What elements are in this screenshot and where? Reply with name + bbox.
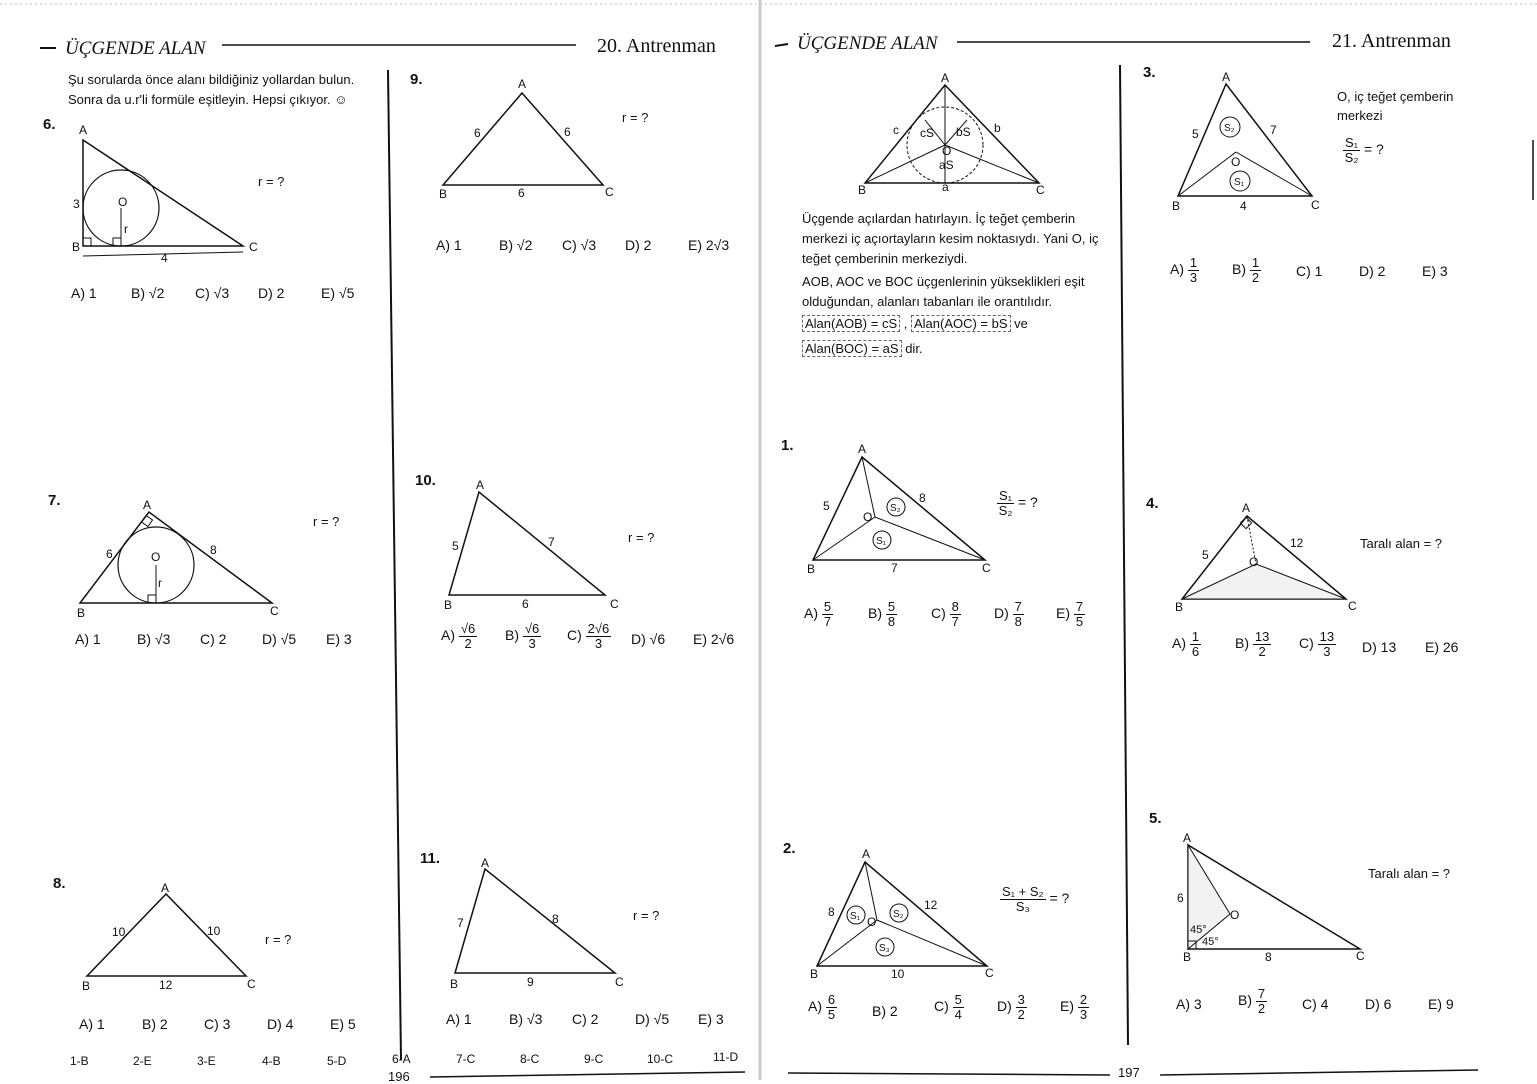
left-page-header: ÜÇGENDE ALAN bbox=[65, 38, 206, 59]
q9-diagram bbox=[435, 75, 675, 205]
rq1-option-d[interactable]: D) $\frac{7}{8}$ bbox=[994, 599, 1022, 629]
rq2-region-S2: S₂ bbox=[893, 909, 904, 920]
q6-label-A: A bbox=[79, 123, 88, 137]
rq3-label-C: C bbox=[1311, 198, 1320, 212]
left-intro-line1: Şu sorularda önce alanı bildiğiniz yollardan bulun. bbox=[68, 72, 355, 87]
q6-option-c[interactable]: C) √3 bbox=[195, 285, 230, 301]
q6-label-C: C bbox=[249, 240, 258, 254]
rq4-label-O: O bbox=[1249, 555, 1259, 569]
q8-side-10a: 10 bbox=[112, 925, 126, 939]
rq4-label-B: B bbox=[1175, 600, 1184, 614]
rq1-region-S2: S₂ bbox=[890, 503, 901, 514]
q6-label-B: B bbox=[72, 240, 81, 254]
q11-prompt: r = ? bbox=[633, 908, 660, 923]
q10-option-b[interactable]: B) $\frac{√6}{3}$ bbox=[505, 621, 540, 651]
q9-option-b[interactable]: B) √2 bbox=[499, 237, 533, 253]
rq5-angle-2: 45° bbox=[1202, 936, 1219, 948]
q7-label-C: C bbox=[270, 604, 279, 618]
rq2-side-12: 12 bbox=[924, 898, 938, 912]
q11-option-c[interactable]: C) 2 bbox=[572, 1011, 599, 1027]
rq5-label-O: O bbox=[1230, 908, 1240, 922]
intro-label-bS: bS bbox=[956, 125, 971, 139]
rq3-label-O: O bbox=[1231, 155, 1241, 169]
q9-option-e[interactable]: E) 2√3 bbox=[688, 237, 730, 253]
rq4-option-d[interactable]: D) 13 bbox=[1362, 639, 1397, 655]
rq3-option-b[interactable]: B) $\frac{1}{2}$ bbox=[1232, 255, 1260, 285]
q10-option-c[interactable]: C) $\frac{2√6}{3}$ bbox=[567, 621, 610, 651]
rq2-option-a[interactable]: A) $\frac{6}{5}$ bbox=[808, 992, 836, 1022]
rq1-number: 1. bbox=[781, 437, 794, 454]
q7-label-r: r bbox=[158, 576, 162, 590]
rq1-side-7: 7 bbox=[891, 561, 898, 575]
left-intro-line2: Sonra da u.r'li formüle eşitleyin. Hepsi çıkıyor. ☺ bbox=[68, 92, 348, 107]
intro-formula-row2: Alan(BOC) = aS dir. bbox=[802, 341, 923, 356]
q7-side-8: 8 bbox=[210, 543, 217, 557]
q6-option-a[interactable]: A) 1 bbox=[71, 285, 97, 301]
q9-label-A: A bbox=[518, 77, 527, 91]
q8-option-b[interactable]: B) 2 bbox=[142, 1016, 168, 1032]
q8-diagram bbox=[75, 880, 335, 1000]
q8-label-B: B bbox=[82, 979, 91, 993]
q8-option-e[interactable]: E) 5 bbox=[330, 1016, 356, 1032]
rq1-label-O: O bbox=[863, 510, 873, 524]
q6-prompt: r = ? bbox=[258, 174, 285, 189]
q10-option-e[interactable]: E) 2√6 bbox=[693, 631, 735, 647]
rq3-side-5: 5 bbox=[1192, 127, 1199, 141]
q9-prompt: r = ? bbox=[622, 110, 649, 125]
q8-side-10b: 10 bbox=[207, 924, 221, 938]
rq1-region-S1: S₁ bbox=[876, 536, 887, 547]
rq4-prompt: Taralı alan = ? bbox=[1360, 536, 1443, 551]
q9-label-C: C bbox=[605, 185, 614, 199]
q10-option-a[interactable]: A) $\frac{√6}{2}$ bbox=[441, 621, 476, 651]
q11-label-C: C bbox=[615, 975, 624, 989]
answer-key-9: 9-C bbox=[584, 1052, 604, 1066]
q7-option-d[interactable]: D) √5 bbox=[262, 631, 297, 647]
rq2-option-e[interactable]: E) $\frac{2}{3}$ bbox=[1060, 992, 1088, 1022]
q10-prompt: r = ? bbox=[628, 530, 655, 545]
rq2-number: 2. bbox=[783, 840, 796, 857]
q10-label-C: C bbox=[610, 597, 619, 611]
rq3-prompt-line2: merkezi bbox=[1337, 108, 1383, 123]
q7-label-B: B bbox=[77, 606, 86, 620]
rq1-side-5: 5 bbox=[823, 499, 830, 513]
left-page-number: 196 bbox=[388, 1069, 410, 1084]
rq5-number: 5. bbox=[1149, 810, 1162, 827]
rq2-side-8: 8 bbox=[828, 905, 835, 919]
intro-label-B: B bbox=[858, 183, 867, 197]
intro-label-O: O bbox=[942, 144, 952, 158]
q6-side-3: 3 bbox=[73, 197, 80, 211]
q6-side-4: 4 bbox=[161, 251, 168, 265]
rq5-label-B: B bbox=[1183, 950, 1192, 964]
rq5-side-8: 8 bbox=[1265, 950, 1272, 964]
q6-number: 6. bbox=[43, 116, 56, 133]
rq3-number: 3. bbox=[1143, 64, 1156, 81]
right-antrenman-title: 21. Antrenman bbox=[1332, 30, 1451, 52]
q8-number: 8. bbox=[53, 875, 66, 892]
left-antrenman-title: 20. Antrenman bbox=[597, 35, 716, 57]
answer-key-8: 8-C bbox=[520, 1052, 540, 1066]
q8-option-d[interactable]: D) 4 bbox=[267, 1016, 294, 1032]
rq2-label-O: O bbox=[867, 915, 877, 929]
answer-key-5: 5-D bbox=[327, 1054, 347, 1068]
answer-key-10: 10-C bbox=[647, 1052, 674, 1066]
q11-side-8: 8 bbox=[552, 912, 559, 926]
q6-option-d[interactable]: D) 2 bbox=[258, 285, 285, 301]
rq1-label-B: B bbox=[807, 562, 816, 576]
q9-side-6a: 6 bbox=[474, 126, 481, 140]
q10-diagram bbox=[440, 480, 660, 620]
rq2-prompt: $\frac{\text{S₁ + S₂}}{\text{S₃}}$ = ? bbox=[1002, 884, 1070, 914]
rq1-side-8: 8 bbox=[919, 491, 926, 505]
q9-option-d[interactable]: D) 2 bbox=[625, 237, 652, 253]
rq4-option-b[interactable]: B) $\frac{13}{2}$ bbox=[1235, 629, 1270, 659]
q11-side-7: 7 bbox=[457, 916, 464, 930]
rq3-prompt-ratio: $\frac{\text{S₁}}{\text{S₂}}$ = ? bbox=[1344, 135, 1384, 165]
q10-label-A: A bbox=[476, 478, 485, 492]
q10-label-B: B bbox=[444, 598, 453, 612]
rq1-option-c[interactable]: C) $\frac{8}{7}$ bbox=[931, 599, 959, 629]
intro-p1-line3: teğet çemberinin merkeziydi. bbox=[802, 251, 968, 266]
q6-label-O: O bbox=[118, 195, 128, 209]
answer-key-4: 4-B bbox=[262, 1054, 281, 1068]
q7-prompt: r = ? bbox=[313, 514, 340, 529]
rq2-label-C: C bbox=[985, 966, 994, 980]
answer-key-1: 1-B bbox=[70, 1054, 89, 1068]
rq4-option-c[interactable]: C) $\frac{13}{3}$ bbox=[1299, 629, 1335, 659]
q11-side-9: 9 bbox=[527, 975, 534, 989]
rq3-prompt-line1: O, iç teğet çemberin bbox=[1337, 89, 1454, 104]
q7-option-a[interactable]: A) 1 bbox=[75, 631, 101, 647]
q9-option-a[interactable]: A) 1 bbox=[436, 237, 462, 253]
intro-p2-line2: olduğundan, alanları tabanları ile orantılıdır. bbox=[802, 294, 1053, 309]
rq5-label-C: C bbox=[1356, 949, 1365, 963]
rq4-diagram bbox=[1170, 500, 1370, 620]
rq4-side-12: 12 bbox=[1290, 536, 1304, 550]
rq4-label-C: C bbox=[1348, 599, 1357, 613]
q7-option-e[interactable]: E) 3 bbox=[326, 631, 352, 647]
rq5-angle-1: 45° bbox=[1190, 924, 1207, 936]
rq1-option-b[interactable]: B) $\frac{5}{8}$ bbox=[868, 599, 896, 629]
rq5-option-c[interactable]: C) 4 bbox=[1302, 996, 1329, 1012]
rq5-diagram bbox=[1175, 832, 1375, 967]
q9-number: 9. bbox=[410, 71, 423, 88]
rq2-option-c[interactable]: C) $\frac{5}{4}$ bbox=[934, 992, 962, 1022]
q10-number: 10. bbox=[415, 472, 436, 489]
answer-key-11: 11-D bbox=[713, 1050, 739, 1064]
intro-label-a: a bbox=[942, 180, 949, 194]
q8-label-C: C bbox=[247, 977, 256, 991]
rq2-option-b[interactable]: B) 2 bbox=[872, 1003, 898, 1019]
q8-option-a[interactable]: A) 1 bbox=[79, 1016, 105, 1032]
rq3-diagram bbox=[1168, 70, 1348, 215]
rq3-region-S1: S₁ bbox=[1234, 177, 1245, 188]
q9-label-B: B bbox=[439, 187, 448, 201]
answer-key-7: 7-C bbox=[456, 1052, 476, 1066]
intro-label-cS: cS bbox=[920, 126, 935, 140]
rq4-side-5: 5 bbox=[1202, 548, 1209, 562]
rq1-option-a[interactable]: A) $\frac{5}{7}$ bbox=[804, 599, 832, 629]
intro-p2-line1: AOB, AOC ve BOC üçgenlerinin yükseklikleri eşit bbox=[802, 274, 1085, 289]
intro-label-b: b bbox=[994, 121, 1001, 135]
rq3-side-4: 4 bbox=[1240, 199, 1247, 213]
rq1-prompt: $\frac{\text{S₁}}{\text{S₂}}$ = ? bbox=[998, 488, 1038, 518]
q8-option-c[interactable]: C) 3 bbox=[204, 1016, 231, 1032]
rq4-option-e[interactable]: E) 26 bbox=[1425, 639, 1459, 655]
rq3-option-d[interactable]: D) 2 bbox=[1359, 263, 1386, 279]
q11-option-a[interactable]: A) 1 bbox=[446, 1011, 472, 1027]
intro-label-C: C bbox=[1036, 183, 1045, 197]
q6-diagram bbox=[60, 120, 360, 270]
rq5-option-e[interactable]: E) 9 bbox=[1428, 996, 1454, 1012]
rq4-label-A: A bbox=[1242, 501, 1251, 515]
q9-side-6b: 6 bbox=[564, 125, 571, 139]
rq4-number: 4. bbox=[1146, 495, 1159, 512]
q7-label-O: O bbox=[151, 550, 161, 564]
rq2-label-B: B bbox=[810, 967, 819, 981]
intro-diagram bbox=[855, 70, 1095, 200]
rq3-option-a[interactable]: A) $\frac{1}{3}$ bbox=[1170, 255, 1198, 285]
formula-aob: Alan(AOB) = cS bbox=[802, 315, 900, 332]
rq5-option-b[interactable]: B) $\frac{7}{2}$ bbox=[1238, 986, 1266, 1016]
rq4-option-a[interactable]: A) $\frac{1}{6}$ bbox=[1172, 629, 1200, 659]
intro-label-aS: aS bbox=[939, 158, 954, 172]
rq3-region-S2: S₂ bbox=[1224, 123, 1235, 134]
q6-option-b[interactable]: B) √2 bbox=[131, 285, 165, 301]
intro-p1-line1: Üçgende açılardan hatırlayın. İç teğet çemberin bbox=[802, 211, 1076, 226]
right-page-number: 197 bbox=[1118, 1065, 1140, 1080]
rq3-label-A: A bbox=[1222, 70, 1231, 84]
rq5-prompt: Taralı alan = ? bbox=[1368, 866, 1451, 881]
q11-label-B: B bbox=[450, 977, 459, 991]
q10-side-6: 6 bbox=[522, 597, 529, 611]
rq2-label-A: A bbox=[862, 847, 871, 861]
q7-option-c[interactable]: C) 2 bbox=[200, 631, 227, 647]
q11-number: 11. bbox=[420, 850, 441, 867]
intro-label-c: c bbox=[893, 123, 899, 137]
q7-option-b[interactable]: B) √3 bbox=[137, 631, 171, 647]
q7-side-6: 6 bbox=[106, 547, 113, 561]
q10-side-7: 7 bbox=[548, 535, 555, 549]
rq1-diagram bbox=[805, 442, 1005, 576]
rq1-option-e[interactable]: E) $\frac{7}{5}$ bbox=[1056, 599, 1084, 629]
q9-side-6c: 6 bbox=[518, 186, 525, 200]
q10-option-d[interactable]: D) √6 bbox=[631, 631, 666, 647]
rq5-label-A: A bbox=[1183, 831, 1192, 845]
rq5-option-a[interactable]: A) 3 bbox=[1176, 996, 1202, 1012]
intro-formula-row1: Alan(AOB) = cS , Alan(AOC) = bS ve bbox=[802, 316, 1028, 331]
rq2-region-S3: S₃ bbox=[879, 943, 890, 954]
q7-label-A: A bbox=[143, 498, 152, 512]
formula-aoc: Alan(AOC) = bS bbox=[911, 315, 1011, 332]
rq1-label-A: A bbox=[858, 442, 867, 456]
q11-label-A: A bbox=[481, 856, 490, 870]
q11-diagram bbox=[445, 855, 665, 995]
rq3-option-c[interactable]: C) 1 bbox=[1296, 263, 1323, 279]
q11-option-d[interactable]: D) √5 bbox=[635, 1011, 670, 1027]
rq5-side-6: 6 bbox=[1177, 891, 1184, 905]
formula-boc: Alan(BOC) = aS bbox=[802, 340, 902, 357]
answer-key-3: 3-E bbox=[197, 1054, 216, 1068]
q8-side-12: 12 bbox=[159, 978, 173, 992]
rq1-label-C: C bbox=[982, 561, 991, 575]
q6-option-e[interactable]: E) √5 bbox=[321, 285, 355, 301]
rq5-option-d[interactable]: D) 6 bbox=[1365, 996, 1392, 1012]
q11-option-e[interactable]: E) 3 bbox=[698, 1011, 724, 1027]
intro-p1-line2: merkezi iç açıortayların kesim noktasıydı. Yani O, iç bbox=[802, 231, 1099, 246]
q8-label-A: A bbox=[161, 881, 170, 895]
rq2-side-10: 10 bbox=[891, 967, 905, 981]
rq3-option-e[interactable]: E) 3 bbox=[1422, 263, 1448, 279]
q9-option-c[interactable]: C) √3 bbox=[562, 237, 597, 253]
right-page-header: ÜÇGENDE ALAN bbox=[797, 33, 938, 54]
q10-side-5: 5 bbox=[452, 539, 459, 553]
rq2-option-d[interactable]: D) $\frac{3}{2}$ bbox=[997, 992, 1025, 1022]
answer-key-6: 6-A bbox=[392, 1052, 411, 1066]
answer-key-2: 2-E bbox=[133, 1054, 152, 1068]
rq3-side-7: 7 bbox=[1270, 123, 1277, 137]
q6-label-r: r bbox=[124, 222, 128, 236]
intro-label-A: A bbox=[941, 71, 950, 85]
rq2-diagram bbox=[807, 848, 1007, 988]
rq2-region-S1: S₁ bbox=[850, 911, 861, 922]
q7-number: 7. bbox=[48, 492, 61, 509]
q11-option-b[interactable]: B) √3 bbox=[509, 1011, 543, 1027]
rq3-label-B: B bbox=[1172, 199, 1181, 213]
q8-prompt: r = ? bbox=[265, 932, 292, 947]
